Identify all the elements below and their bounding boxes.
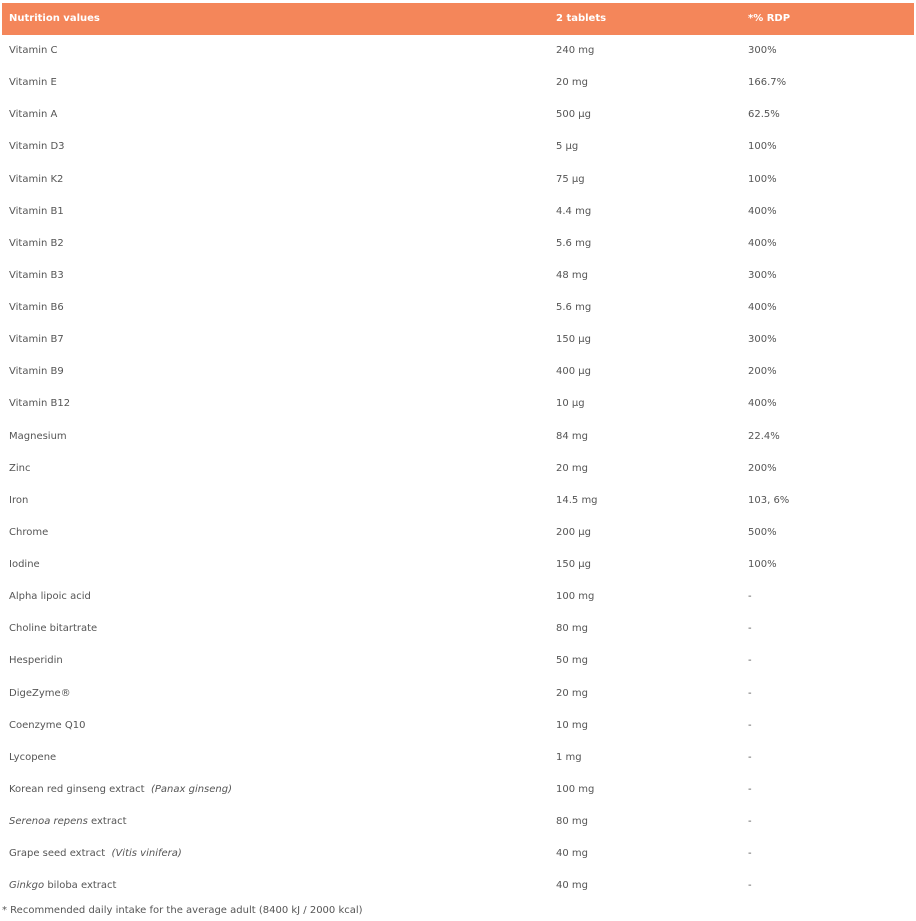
table-row [2,710,914,742]
nutrient-name-text: Vitamin B3 [9,269,64,281]
nutrient-amount: 500 µg [556,109,591,121]
table-row [2,774,914,806]
nutrient-rdp: 100% [748,559,777,570]
nutrient-rdp: 400% [748,398,777,410]
table-row [2,678,914,710]
nutrient-amount: 100 mg [556,591,595,603]
nutrient-name [9,164,63,196]
nutrient-rdp: 100% [748,173,777,185]
nutrient-amount: 20 mg [556,462,588,474]
nutrient-name [9,774,232,806]
nutrient-name [9,613,97,645]
table-row [2,453,914,485]
header-nutrition-values: Nutrition values [9,13,100,24]
nutrient-name-italic: Serenoa repens [9,816,88,827]
nutrient-name-text: Coenzyme Q10 [9,719,86,731]
table-row [2,613,914,645]
table-header-row [2,3,914,35]
nutrient-name-text: Lycopene [9,751,57,763]
nutrient-rdp: 300% [748,269,777,281]
nutrient-name [9,292,64,324]
table-row [2,870,914,902]
nutrient-amount: 10 µg [556,398,585,410]
nutrient-name-text: Chrome [9,526,49,538]
header-2-tablets: 2 tablets [556,13,607,24]
table-row [2,645,914,677]
nutrient-name-text: Vitamin B7 [9,334,64,346]
nutrient-name-text: extract [91,816,127,827]
nutrient-amount: 50 mg [556,655,588,667]
nutrient-name-text: Vitamin K2 [9,173,64,185]
nutrient-name [9,196,64,228]
nutrient-name-text: Vitamin C [9,45,58,56]
table-row [2,742,914,774]
table-row [2,517,914,549]
nutrient-amount: 5.6 mg [556,237,592,249]
table-body [2,35,914,902]
nutrient-name-text: Zinc [9,462,31,474]
table-row [2,388,914,420]
nutrient-name [9,806,127,838]
nutrient-rdp: - [748,816,752,827]
nutrient-name-text: Vitamin B9 [9,366,64,378]
nutrient-amount: 75 µg [556,173,585,185]
nutrient-name-text: Vitamin B1 [9,205,64,217]
nutrient-name [9,228,64,260]
table-row [2,292,914,324]
nutrient-rdp: - [748,880,752,892]
nutrient-name-text: Vitamin B12 [9,398,71,410]
nutrient-rdp: 62.5% [748,109,780,121]
table-row [2,164,914,196]
nutrient-name [9,517,48,549]
nutrient-amount: 20 mg [556,77,588,89]
nutrient-amount: 20 mg [556,687,588,699]
nutrient-name-text: Grape seed extract [9,848,106,860]
header-rdp: *% RDP [748,13,791,24]
table-row [2,67,914,99]
nutrient-rdp: - [748,751,752,763]
nutrient-name-text: Alpha lipoic acid [9,591,91,603]
nutrient-name-text: Magnesium [9,430,67,442]
table-row [2,806,914,838]
nutrient-name [9,710,85,742]
table-row [2,324,914,356]
nutrient-name [9,67,57,99]
table-row [2,838,914,870]
nutrient-amount: 80 mg [556,623,588,635]
nutrient-amount: 150 µg [556,334,591,346]
table-row [2,35,914,67]
nutrient-rdp: 200% [748,366,777,378]
nutrient-amount: 80 mg [556,816,588,827]
nutrient-name-italic: (Panax ginseng) [150,783,233,795]
nutrient-amount: 100 mg [556,783,595,795]
nutrient-name [9,388,70,420]
nutrient-rdp: 200% [748,462,777,474]
nutrient-name [9,260,64,292]
nutrition-table [2,3,914,902]
nutrient-rdp: 22.4% [748,430,780,442]
nutrient-amount: 1 mg [556,751,582,763]
nutrient-name-text: Vitamin A [9,109,58,121]
nutrient-name-text: biloba extract [47,880,117,892]
table-row [2,549,914,581]
nutrient-amount: 40 mg [556,880,588,892]
nutrient-rdp: 300% [748,334,777,346]
nutrient-name [9,838,182,870]
nutrient-name [9,678,71,710]
table-row [2,196,914,228]
nutrient-rdp: - [748,591,752,603]
nutrient-name-text: Vitamin B6 [9,302,64,313]
table-row [2,421,914,453]
nutrient-name [9,99,57,131]
nutrient-amount: 14.5 mg [556,494,598,506]
table-row [2,581,914,613]
nutrient-rdp: 400% [748,302,777,313]
nutrient-name-text: Iodine [9,559,40,570]
nutrient-name [9,549,40,581]
nutrient-rdp: 400% [748,205,777,217]
nutrient-rdp: - [748,623,752,635]
nutrient-amount: 40 mg [556,848,588,860]
nutrient-name-text: DigeZyme® [9,687,71,699]
nutrient-amount: 150 µg [556,559,591,570]
nutrient-name-text: Choline bitartrate [9,623,98,635]
nutrient-name-italic: (Vitis vinifera) [111,848,182,860]
nutrient-name [9,453,30,485]
nutrient-name-text: Iron [9,494,29,506]
nutrient-name [9,870,116,902]
nutrient-amount: 4.4 mg [556,205,592,217]
nutrient-name [9,131,65,163]
nutrient-name [9,35,57,67]
table-row [2,131,914,163]
nutrient-amount: 240 mg [556,45,595,56]
table-row [2,260,914,292]
table-row [2,356,914,388]
table-row [2,228,914,260]
nutrient-name-text: Vitamin E [9,77,57,89]
nutrient-name [9,324,64,356]
table-row [2,485,914,517]
nutrient-name-text: Hesperidin [9,655,63,667]
nutrient-rdp: 103, 6% [748,494,790,506]
nutrient-name-text: Korean red ginseng extract [9,783,145,795]
nutrient-amount: 48 mg [556,269,588,281]
nutrient-rdp: - [748,687,752,699]
nutrient-amount: 84 mg [556,430,588,442]
nutrient-name-text: Vitamin D3 [9,141,65,153]
footnote: * Recommended daily intake for the average adult (8400 kJ / 2000 kcal) [2,905,363,916]
nutrient-name [9,356,64,388]
nutrient-rdp: - [748,783,752,795]
nutrient-rdp: 400% [748,237,777,249]
nutrient-amount: 200 µg [556,526,591,538]
nutrient-name [9,485,28,517]
nutrient-name-italic: Ginkgo [9,880,45,892]
nutrient-name [9,645,63,677]
nutrient-name-text: Vitamin B2 [9,237,64,249]
nutrient-rdp: 300% [748,45,777,56]
nutrient-rdp: 166.7% [748,77,787,89]
nutrient-rdp: 100% [748,141,777,153]
nutrient-rdp: - [748,655,752,667]
nutrient-name [9,742,56,774]
table-row [2,99,914,131]
nutrient-amount: 5.6 mg [556,302,592,313]
nutrient-name [9,581,91,613]
nutrient-amount: 400 µg [556,366,591,378]
nutrient-rdp: - [748,848,752,860]
nutrient-amount: 5 µg [556,141,579,153]
nutrient-rdp: 500% [748,526,777,538]
nutrient-amount: 10 mg [556,719,588,731]
nutrient-rdp: - [748,719,752,731]
nutrient-name [9,421,67,453]
